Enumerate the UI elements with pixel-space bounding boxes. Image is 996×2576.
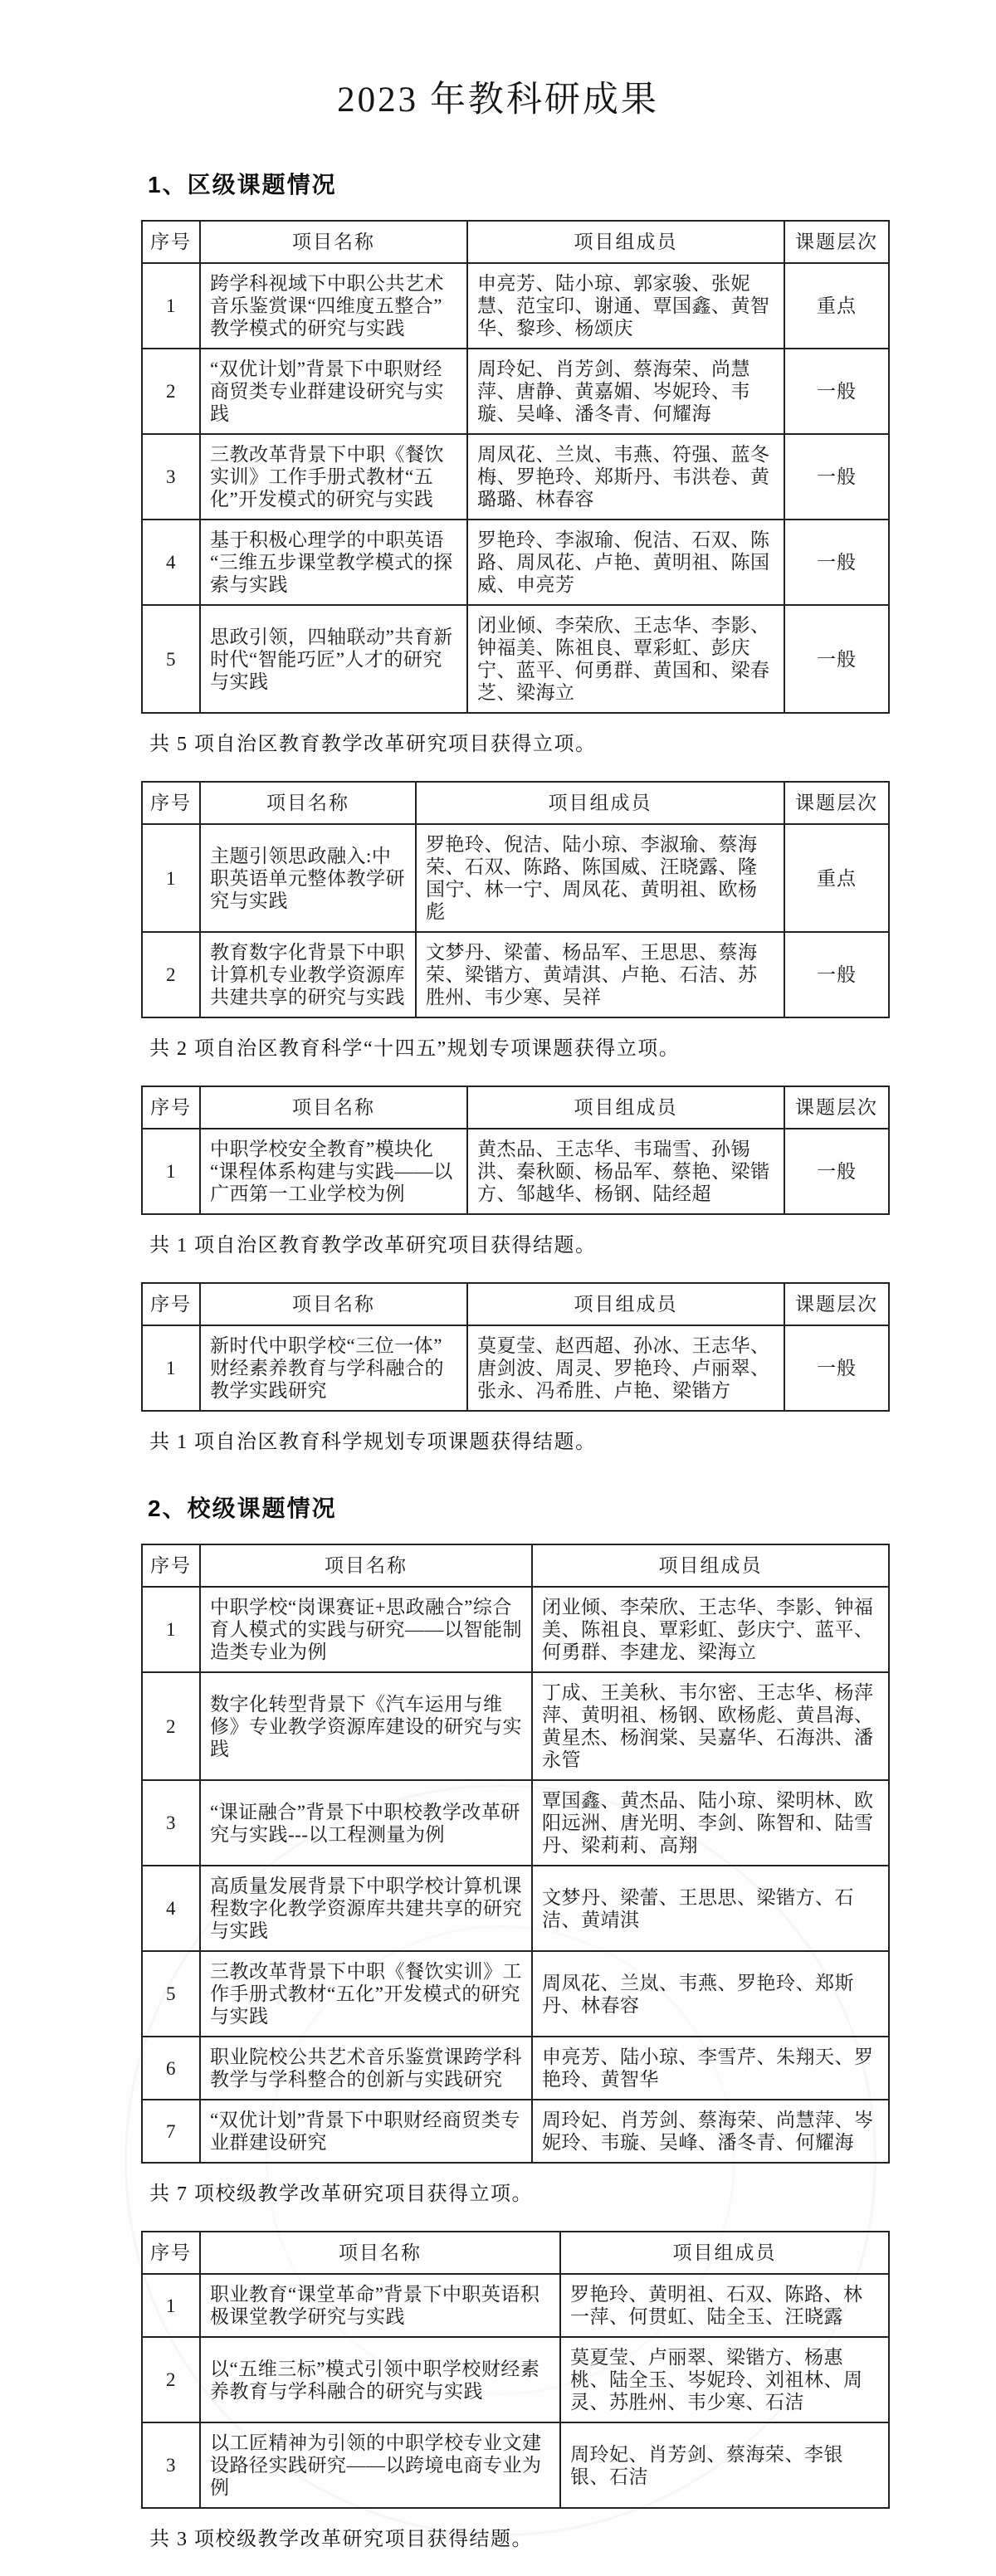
table-row [142, 263, 889, 349]
project-name-cell: 三教改革背景下中职《餐饮实训》工作手册式教材“五化”开发模式的研究与实践 [200, 1951, 532, 2037]
seq-cell: 5 [142, 605, 200, 713]
members-cell: 申亮芳、陆小琼、李雪芹、朱翔天、罗艳玲、黄智华 [532, 2037, 889, 2100]
column-header-level: 课题层次 [784, 1283, 889, 1325]
table-row [142, 1325, 889, 1411]
header-row [142, 782, 889, 824]
summary-note: 共 7 项校级教学改革研究项目获得立项。 [149, 2183, 533, 2205]
column-header-level: 课题层次 [784, 1086, 889, 1129]
seq-cell: 2 [142, 932, 200, 1017]
column-header-members: 项目组成员 [467, 221, 784, 263]
table-row [142, 434, 889, 520]
seq-cell: 1 [142, 1587, 200, 1672]
project-name-cell: 基于积极心理学的中职英语“三维五步课堂教学模式的探索与实践 [200, 520, 467, 605]
project-name-cell: 思政引领，四轴联动”共育新时代“智能巧匠”人才的研究与实践 [200, 605, 467, 713]
table-row [142, 2337, 889, 2422]
members-cell: 罗艳玲、黄明祖、石双、陈路、林一萍、何贯虹、陆全玉、汪晓露 [560, 2274, 889, 2337]
table-row [142, 1672, 889, 1780]
level-cell: 一般 [784, 349, 889, 434]
column-header-seq: 序号 [142, 221, 200, 263]
level-cell: 一般 [784, 434, 889, 520]
members-cell: 黄杰品、王志华、韦瑞雪、孙锡洪、秦秋颐、杨品军、蔡艳、梁锴方、邹越华、杨钢、陆经超 [467, 1129, 784, 1214]
document-content [141, 167, 888, 2551]
column-header-project-name: 项目名称 [200, 221, 467, 263]
level-cell: 一般 [784, 605, 889, 713]
seq-cell: 2 [142, 2337, 200, 2422]
seq-cell: 1 [142, 1129, 200, 1214]
column-header-seq: 序号 [142, 782, 200, 824]
table-row [142, 2274, 889, 2337]
seq-cell: 4 [142, 1866, 200, 1951]
members-cell: 文梦丹、梁蕾、王思思、梁锴方、石洁、黄靖淇 [532, 1866, 889, 1951]
members-cell: 周凤花、兰岚、韦燕、罗艳玲、郑斯丹、林春容 [532, 1951, 889, 2037]
project-name-cell: 中职学校安全教育”模块化“课程体系构建与实践——以广西第一工业学校为例 [200, 1129, 467, 1214]
project-name-cell: 新时代中职学校“三位一体”财经素养教育与学科融合的教学实践研究 [200, 1325, 467, 1411]
seq-cell: 3 [142, 434, 200, 520]
column-header-seq: 序号 [142, 1283, 200, 1325]
header-row [142, 221, 889, 263]
table-row [142, 1587, 889, 1672]
section-heading-district: 1、区级课题情况 [148, 172, 337, 198]
project-name-cell: 主题引领思政融入:中职英语单元整体教学研究与实践 [200, 824, 416, 932]
table-row [142, 1866, 889, 1951]
seq-cell: 5 [142, 1951, 200, 2037]
column-header-members: 项目组成员 [467, 1086, 784, 1129]
table-row [142, 2100, 889, 2163]
page-title: 2023 年教科研成果 [337, 80, 659, 120]
column-header-project-name: 项目名称 [200, 2232, 560, 2274]
column-header-project-name: 项目名称 [200, 1283, 467, 1325]
column-header-members: 项目组成员 [532, 1544, 889, 1587]
project-name-cell: 教育数字化背景下中职计算机专业教学资源库共建共享的研究与实践 [200, 932, 416, 1017]
column-header-level: 课题层次 [784, 221, 889, 263]
level-cell: 一般 [784, 1325, 889, 1411]
table-row [142, 2037, 889, 2100]
level-cell: 重点 [784, 824, 889, 932]
members-cell: 闭业倾、李荣欣、王志华、李影、钟福美、陈祖良、覃彩虹、彭庆宁、蓝平、何勇群、黄国和、梁春芝、梁海立 [467, 605, 784, 713]
seq-cell: 2 [142, 349, 200, 434]
column-header-project-name: 项目名称 [200, 782, 416, 824]
seq-cell: 1 [142, 2274, 200, 2337]
project-name-cell: “课证融合”背景下中职校教学改革研究与实践---以工程测量为例 [200, 1780, 532, 1866]
members-cell: 莫夏莹、赵西超、孙冰、王志华、唐剑波、周灵、罗艳玲、卢丽翠、张永、冯希胜、卢艳、梁锴方 [467, 1325, 784, 1411]
table-row [142, 605, 889, 713]
projects-table [141, 2231, 890, 2509]
summary-note: 共 1 项自治区教育教学改革研究项目获得结题。 [149, 1235, 597, 1256]
projects-table [141, 1282, 890, 1412]
seq-cell: 1 [142, 824, 200, 932]
header-row [142, 1283, 889, 1325]
projects-table [141, 220, 890, 714]
summary-note: 共 2 项自治区教育科学“十四五”规划专项课题获得立项。 [149, 1038, 681, 1060]
seq-cell: 3 [142, 2422, 200, 2508]
seq-cell: 1 [142, 263, 200, 349]
table-row [142, 1129, 889, 1214]
column-header-level: 课题层次 [784, 782, 889, 824]
column-header-members: 项目组成员 [560, 2232, 889, 2274]
header-row [142, 1086, 889, 1129]
project-name-cell: 以“五维三标”模式引领中职学校财经素养教育与学科融合的研究与实践 [200, 2337, 560, 2422]
table-row [142, 824, 889, 932]
members-cell: 周凤花、兰岚、韦燕、符强、蓝冬梅、罗艳玲、郑斯丹、韦洪卷、黄璐璐、林春容 [467, 434, 784, 520]
column-header-members: 项目组成员 [416, 782, 784, 824]
project-name-cell: 跨学科视域下中职公共艺术音乐鉴赏课“四维度五整合”教学模式的研究与实践 [200, 263, 467, 349]
summary-note: 共 3 项校级教学改革研究项目获得结题。 [149, 2529, 533, 2550]
seq-cell: 6 [142, 2037, 200, 2100]
level-cell: 重点 [784, 263, 889, 349]
table-row [142, 932, 889, 1017]
members-cell: 周玲妃、肖芳剑、蔡海荣、尚慧萍、岑妮玲、韦璇、吴峰、潘冬青、何耀海 [532, 2100, 889, 2163]
members-cell: 周玲妃、肖芳剑、蔡海荣、尚慧萍、唐静、黄嘉媚、岑妮玲、韦璇、吴峰、潘冬青、何耀海 [467, 349, 784, 434]
column-header-members: 项目组成员 [467, 1283, 784, 1325]
projects-table [141, 1544, 890, 2164]
table-row [142, 1951, 889, 2037]
project-name-cell: 以工匠精神为引领的中职学校专业文建设路径实践研究——以跨境电商专业为例 [200, 2422, 560, 2508]
seq-cell: 3 [142, 1780, 200, 1866]
level-cell: 一般 [784, 1129, 889, 1214]
summary-note: 共 5 项自治区教育教学改革研究项目获得立项。 [149, 734, 597, 755]
seq-cell: 1 [142, 1325, 200, 1411]
members-cell: 莫夏莹、卢丽翠、梁锴方、杨惠桃、陆全玉、岑妮玲、刘祖林、周灵、苏胜州、韦少寒、石洁 [560, 2337, 889, 2422]
column-header-seq: 序号 [142, 1086, 200, 1129]
seq-cell: 2 [142, 1672, 200, 1780]
column-header-seq: 序号 [142, 1544, 200, 1587]
project-name-cell: 高质量发展背景下中职学校计算机课程数字化教学资源库共建共享的研究与实践 [200, 1866, 532, 1951]
level-cell: 一般 [784, 520, 889, 605]
project-name-cell: 三教改革背景下中职《餐饮实训》工作手册式教材“五化”开发模式的研究与实践 [200, 434, 467, 520]
project-name-cell: 职业院校公共艺术音乐鉴赏课跨学科教学与学科整合的创新与实践研究 [200, 2037, 532, 2100]
column-header-project-name: 项目名称 [200, 1544, 532, 1587]
summary-note: 共 1 项自治区教育科学规划专项课题获得结题。 [149, 1432, 597, 1453]
projects-table [141, 781, 890, 1018]
members-cell: 丁成、王美秋、韦尔密、王志华、杨萍萍、黄明祖、杨钢、欧杨彪、黄昌海、黄星杰、杨润棠、吴嘉华、石海洪、潘永管 [532, 1672, 889, 1780]
members-cell: 文梦丹、梁蕾、杨品军、王思思、蔡海荣、梁锴方、黄靖淇、卢艳、石洁、苏胜州、韦少寒、吴祥 [416, 932, 784, 1017]
section-school-tables [141, 1544, 888, 2551]
project-name-cell: “双优计划”背景下中职财经商贸类专业群建设研究 [200, 2100, 532, 2163]
project-name-cell: 职业教育“课堂革命”背景下中职英语积极课堂教学研究与实践 [200, 2274, 560, 2337]
members-cell: 申亮芳、陆小琼、郭家骏、张妮慧、范宝印、谢通、覃国鑫、黄智华、黎珍、杨颂庆 [467, 263, 784, 349]
table-row [142, 520, 889, 605]
seq-cell: 4 [142, 520, 200, 605]
project-name-cell: 中职学校“岗课赛证+思政融合”综合育人模式的实践与研究——以智能制造类专业为例 [200, 1587, 532, 1672]
members-cell: 周玲妃、肖芳剑、蔡海荣、李银银、石洁 [560, 2422, 889, 2508]
section-district-tables [141, 220, 888, 1454]
members-cell: 罗艳玲、倪洁、陆小琼、李淑瑜、蔡海荣、石双、陈路、陈国威、汪晓露、隆国宁、林一宁、周凤花、黄明祖、欧杨彪 [416, 824, 784, 932]
project-name-cell: 数字化转型背景下《汽车运用与维修》专业教学资源库建设的研究与实践 [200, 1672, 532, 1780]
level-cell: 一般 [784, 932, 889, 1017]
column-header-project-name: 项目名称 [200, 1086, 467, 1129]
section-heading-school: 2、校级课题情况 [148, 1495, 337, 1521]
header-row [142, 2232, 889, 2274]
project-name-cell: “双优计划”背景下中职财经商贸类专业群建设研究与实践 [200, 349, 467, 434]
table-row [142, 349, 889, 434]
header-row [142, 1544, 889, 1587]
members-cell: 闭业倾、李荣欣、王志华、李影、钟福美、陈祖良、覃彩虹、彭庆宁、蓝平、何勇群、李建龙、梁海立 [532, 1587, 889, 1672]
column-header-seq: 序号 [142, 2232, 200, 2274]
members-cell: 罗艳玲、李淑瑜、倪洁、石双、陈路、周凤花、卢艳、黄明祖、陈国威、申亮芳 [467, 520, 784, 605]
table-row [142, 2422, 889, 2508]
projects-table [141, 1086, 890, 1215]
table-row [142, 1780, 889, 1866]
seq-cell: 7 [142, 2100, 200, 2163]
members-cell: 覃国鑫、黄杰品、陆小琼、梁明林、欧阳远洲、唐光明、李剑、陈智和、陆雪丹、梁莉莉、高翔 [532, 1780, 889, 1866]
